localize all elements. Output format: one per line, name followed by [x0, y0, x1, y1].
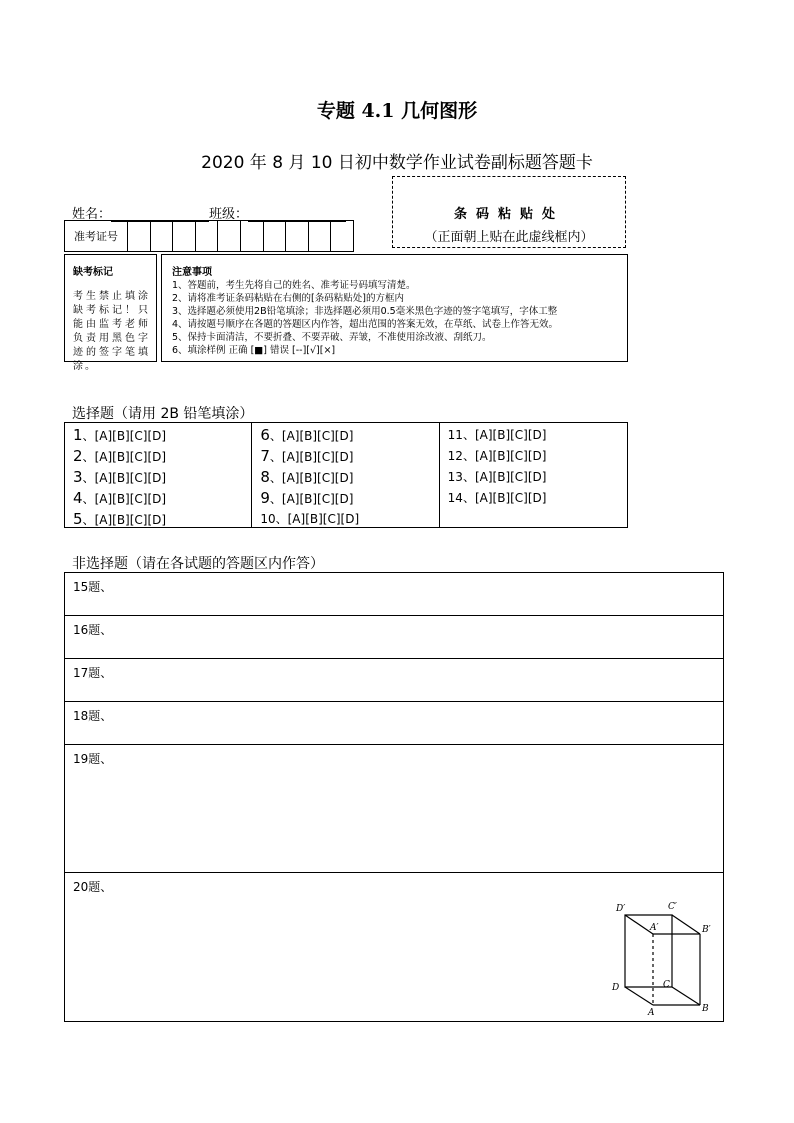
choice-item[interactable]: 2、[A][B][C][D]	[73, 447, 167, 465]
notes-box	[161, 254, 628, 362]
choice-item[interactable]: 11、[A][B][C][D]	[447, 428, 547, 442]
barcode-hint: （正面朝上贴在此虚线框内）	[424, 230, 594, 245]
vertex-label: D	[612, 983, 620, 993]
choice-section-label: 选择题（请用 2B 铅笔填涂）	[72, 406, 254, 422]
choice-item[interactable]: 5、[A][B][C][D]	[73, 510, 167, 528]
choice-item[interactable]: 3、[A][B][C][D]	[73, 468, 167, 486]
options-bubbles[interactable]: [A][B][C][D]	[281, 450, 354, 464]
missing-mark-text: 考生禁止填涂缺考标记！只能由监考老师负责用黑色字迹的签字笔填涂。	[73, 291, 150, 372]
options-bubbles[interactable]: [A][B][C][D]	[281, 429, 354, 443]
note-item: 5、保持卡面清洁，不要折叠、不要弄破、弄皱，不准使用涂改液、刮纸刀。	[172, 332, 492, 343]
cube-figure	[610, 897, 720, 1018]
choice-item[interactable]: 12、[A][B][C][D]	[447, 449, 547, 463]
vertex-label: B	[702, 1004, 709, 1014]
vertex-label: B′	[702, 925, 711, 935]
question-label: 19题、	[73, 752, 113, 766]
exam-number-label: 准考证号	[65, 221, 128, 251]
choice-item[interactable]: 6、[A][B][C][D]	[260, 426, 354, 444]
question-label: 16题、	[73, 623, 113, 637]
exam-number-cell[interactable]	[151, 221, 174, 251]
choice-column	[440, 423, 627, 527]
note-item: 4、请按题号顺序在各题的答题区内作答，超出范围的答案无效，在草纸、试卷上作答无效。	[172, 319, 559, 330]
options-bubbles[interactable]: [A][B][C][D]	[474, 470, 547, 484]
answer-box-17[interactable]	[65, 659, 723, 702]
open-answer-area	[64, 572, 724, 1022]
options-bubbles[interactable]: [A][B][C][D]	[281, 492, 354, 506]
question-number: 14	[447, 491, 463, 505]
question-number: 8	[260, 468, 270, 486]
choice-item[interactable]: 4、[A][B][C][D]	[73, 489, 167, 507]
choice-item[interactable]: 13、[A][B][C][D]	[447, 470, 547, 484]
question-number: 2	[73, 447, 83, 465]
options-bubbles[interactable]: [A][B][C][D]	[94, 492, 167, 506]
vertex-label: C′	[668, 902, 677, 912]
options-bubbles[interactable]: [A][B][C][D]	[94, 450, 167, 464]
question-number: 10	[260, 512, 276, 526]
vertex-label: A′	[650, 923, 659, 933]
options-bubbles[interactable]: [A][B][C][D]	[474, 428, 547, 442]
answer-box-15[interactable]	[65, 573, 723, 616]
exam-number-cell[interactable]	[218, 221, 241, 251]
exam-number-cell[interactable]	[128, 221, 151, 251]
barcode-title: 条码粘贴处	[453, 207, 564, 222]
options-bubbles[interactable]: [A][B][C][D]	[94, 429, 167, 443]
missing-exam-mark-box	[64, 254, 157, 372]
options-bubbles[interactable]: [A][B][C][D]	[474, 491, 547, 505]
question-number: 13	[447, 470, 463, 484]
choice-item[interactable]: 8、[A][B][C][D]	[260, 468, 354, 486]
options-bubbles[interactable]: [A][B][C][D]	[281, 471, 354, 485]
exam-number-cell[interactable]	[309, 221, 332, 251]
note-item: 3、选择题必须使用2B铅笔填涂；非选择题必须用0.5毫米黑色字迹的签字笔填写，字体工整	[172, 306, 558, 317]
cube-edge	[672, 987, 700, 1005]
choice-column	[252, 423, 439, 527]
question-label: 18题、	[73, 709, 113, 723]
exam-number-grid	[64, 220, 354, 252]
cube-face-back	[625, 915, 672, 987]
question-number: 7	[260, 447, 270, 465]
question-number: 9	[260, 489, 270, 507]
question-number: 3	[73, 468, 83, 486]
choice-item[interactable]: 7、[A][B][C][D]	[260, 447, 354, 465]
question-label: 17题、	[73, 666, 113, 680]
choice-item[interactable]: 9、[A][B][C][D]	[260, 489, 354, 507]
question-number: 6	[260, 426, 270, 444]
choice-column	[65, 423, 252, 527]
vertex-label: D′	[616, 904, 626, 914]
note-item: 1、答题前，考生先将自己的姓名、准考证号码填写清楚。	[172, 280, 416, 291]
page-subtitle: 2020 年 8 月 10 日初中数学作业试卷副标题答题卡	[201, 153, 593, 173]
answer-box-19[interactable]	[65, 745, 723, 873]
notes-title: 注意事项	[172, 267, 212, 278]
question-number: 11	[447, 428, 463, 442]
note-item: 2、请将准考证条码粘贴在右侧的[条码粘贴处]的方框内	[172, 293, 404, 304]
choice-item[interactable]: 14、[A][B][C][D]	[447, 491, 547, 505]
exam-number-cell[interactable]	[196, 221, 219, 251]
question-label: 20题、	[73, 880, 113, 894]
vertex-label: C	[663, 980, 670, 990]
exam-number-cell[interactable]	[173, 221, 196, 251]
exam-number-cell[interactable]	[286, 221, 309, 251]
exam-number-cell[interactable]	[241, 221, 264, 251]
exam-number-cell[interactable]	[331, 221, 353, 251]
question-number: 12	[447, 449, 463, 463]
cube-edge	[625, 915, 653, 934]
note-item: 6、填涂样例 正确 [■] 错误 [--][√][×]	[172, 345, 336, 356]
question-number: 1	[73, 426, 83, 444]
choice-item[interactable]: 1、[A][B][C][D]	[73, 426, 167, 444]
choice-item[interactable]: 10、[A][B][C][D]	[260, 512, 360, 526]
cube-edge	[672, 915, 700, 934]
name-label: 姓名：	[72, 207, 112, 222]
options-bubbles[interactable]: [A][B][C][D]	[94, 513, 167, 527]
class-label: 班级：	[209, 207, 249, 222]
answer-box-18[interactable]	[65, 702, 723, 745]
options-bubbles[interactable]: [A][B][C][D]	[287, 512, 360, 526]
question-number: 4	[73, 489, 83, 507]
question-label: 15题、	[73, 580, 113, 594]
options-bubbles[interactable]: [A][B][C][D]	[474, 449, 547, 463]
open-section-label: 非选择题（请在各试题的答题区内作答）	[72, 556, 324, 572]
exam-number-cell[interactable]	[264, 221, 287, 251]
choice-answer-grid	[64, 422, 628, 528]
barcode-area	[392, 176, 626, 248]
vertex-label: A	[648, 1008, 655, 1018]
notes-list	[172, 279, 627, 357]
missing-mark-title: 缺考标记	[73, 267, 113, 278]
cube-edge	[625, 987, 653, 1005]
answer-box-16[interactable]	[65, 616, 723, 659]
question-number: 5	[73, 510, 83, 528]
options-bubbles[interactable]: [A][B][C][D]	[94, 471, 167, 485]
page-title: 专题 4.1 几何图形	[316, 100, 478, 122]
answer-box-20[interactable]	[65, 873, 723, 1021]
